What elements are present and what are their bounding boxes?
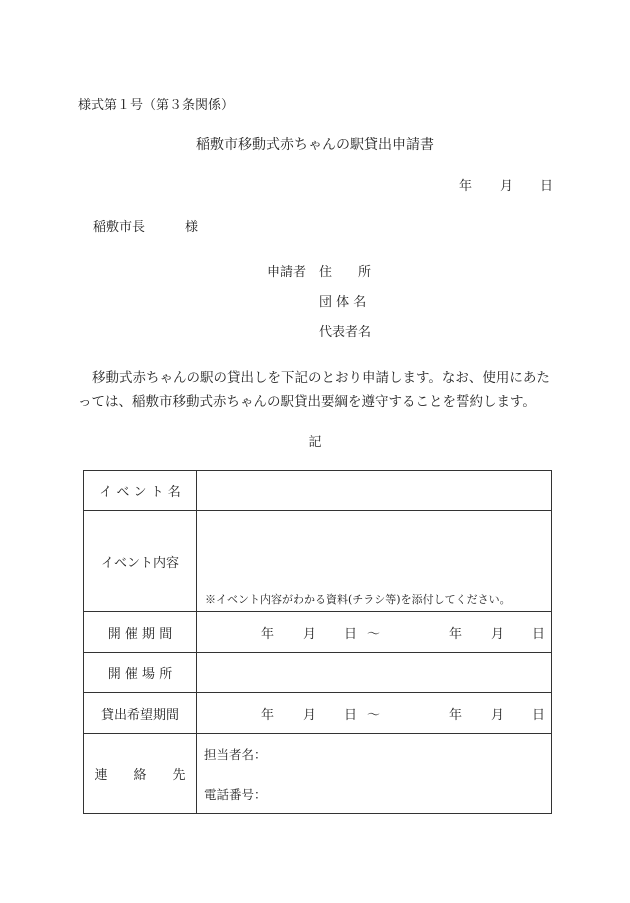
venue-row xyxy=(84,653,552,693)
loan-end-month: 月 xyxy=(491,708,505,723)
body-paragraph: 移動式赤ちゃんの駅の貸出しを下記のとおり申請します。なお、使用にあたっては、稲敷市移動式赤ちゃんの駅貸出要綱を遵守することを誓約します。 xyxy=(78,370,550,410)
applicant-label: 申請者 xyxy=(267,265,307,280)
period-end-month: 月 xyxy=(491,627,505,642)
period-tilde: ～ xyxy=(367,627,381,642)
phone-label: 電話番号： xyxy=(204,786,267,802)
event-name-row xyxy=(84,471,552,511)
period-end-day: 日 xyxy=(532,627,546,642)
document-title: 稲敷市移動式赤ちゃんの駅貸出申請書 xyxy=(196,137,434,153)
period-label: 開 催 期 間 xyxy=(84,612,197,653)
loan-period-row xyxy=(84,693,552,734)
applicant-address-label: 住 所 xyxy=(319,265,372,280)
ki-heading: 記 xyxy=(308,435,322,450)
loan-tilde: ～ xyxy=(367,708,381,723)
form-number: 様式第１号（第３条関係） xyxy=(78,98,235,113)
event-name-field[interactable] xyxy=(197,471,552,511)
date-month-label: 月 xyxy=(500,179,514,194)
loan-end-day: 日 xyxy=(532,708,546,723)
period-field[interactable] xyxy=(197,612,552,653)
period-start-month: 月 xyxy=(303,627,317,642)
addressee-honorific: 様 xyxy=(185,220,199,235)
period-end-year: 年 xyxy=(449,627,463,642)
person-in-charge-label: 担当者名： xyxy=(204,746,267,762)
loan-end-year: 年 xyxy=(449,708,463,723)
contact-label: 連 絡 先 xyxy=(84,734,197,814)
event-content-note: ※イベント内容がわかる資料(チラシ等)を添付してください。 xyxy=(205,593,511,606)
loan-start-year: 年 xyxy=(261,708,275,723)
loan-start-day: 日 xyxy=(344,708,358,723)
contact-row xyxy=(84,734,552,814)
venue-label: 開 催 場 所 xyxy=(84,653,197,693)
event-content-label: イベント内容 xyxy=(84,511,197,612)
period-start-day: 日 xyxy=(344,627,358,642)
applicant-group-label: 団 体 名 xyxy=(319,295,367,310)
applicant-representative-label: 代表者名 xyxy=(319,325,372,340)
event-content-field[interactable] xyxy=(197,511,552,612)
date-day-label: 日 xyxy=(540,179,554,194)
event-name-label: イ ベ ン ト 名 xyxy=(84,471,197,511)
application-table xyxy=(83,470,552,814)
period-row xyxy=(84,612,552,653)
addressee-name: 稲敷市長 xyxy=(93,220,146,235)
contact-field[interactable] xyxy=(197,734,552,814)
event-content-row xyxy=(84,511,552,612)
loan-period-field[interactable] xyxy=(197,693,552,734)
loan-start-month: 月 xyxy=(303,708,317,723)
loan-period-label: 貸出希望期間 xyxy=(84,693,197,734)
period-start-year: 年 xyxy=(261,627,275,642)
venue-field[interactable] xyxy=(197,653,552,693)
date-year-label: 年 xyxy=(459,179,473,194)
